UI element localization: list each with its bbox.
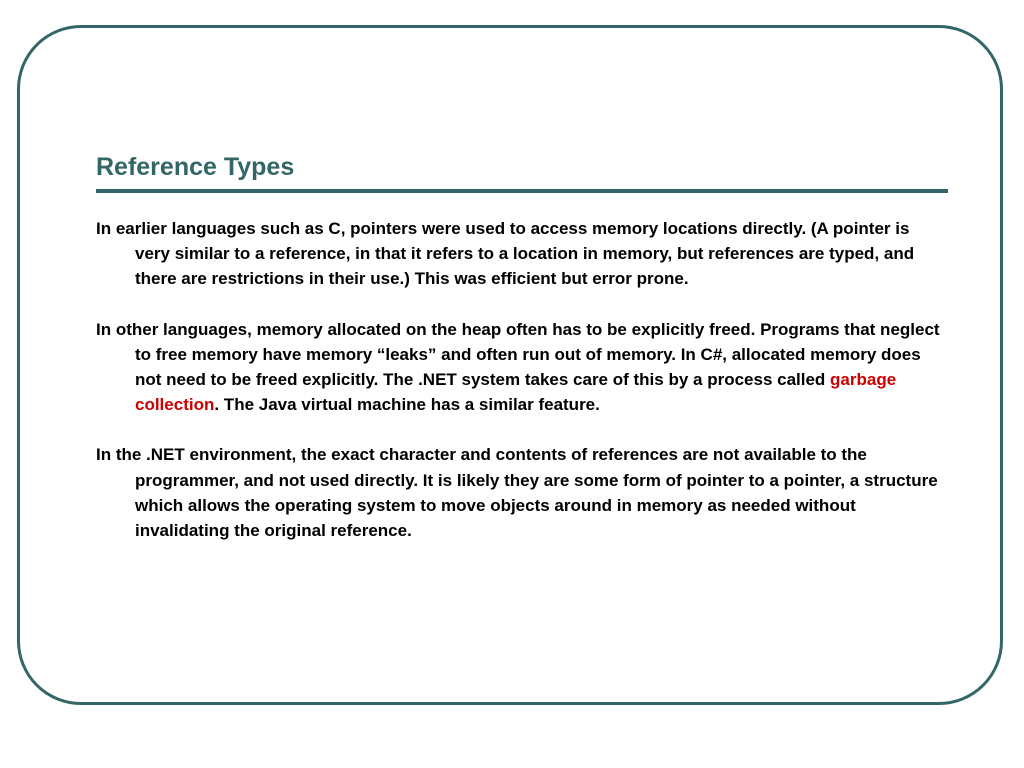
slide-title: Reference Types <box>96 153 295 181</box>
garbage-collection-highlight: garbage collection <box>135 370 897 415</box>
slide-body <box>96 216 946 568</box>
paragraph-text-after: . The Java virtual machine has a similar feature. <box>214 395 600 415</box>
paragraph-pointers: In earlier languages such as C, pointers were used to access memory locations directly. (A pointer is very similar to a reference, in that it refers to a location in memory, but references are typed, and there are restrictions in their use.) This was efficient but error prone. <box>96 219 915 289</box>
paragraph-text-before: In other languages, memory allocated on the heap often has to be explicitly freed. Programs that neglect to free memory have memory “leaks” and often run out of memory. In C#, allocated memory does not need to be freed explicitly. The .NET system takes care of this by a process called <box>96 319 940 390</box>
paragraph-dotnet-references: In the .NET environment, the exact character and contents of references are not available to the programmer, and not used directly. It is likely they are some form of pointer to a pointer, a structure which allows the operating system to move objects around in memory as needed without invalidating the original reference. <box>96 445 938 541</box>
paragraph-garbage-collection <box>96 317 946 418</box>
title-divider <box>96 189 948 193</box>
